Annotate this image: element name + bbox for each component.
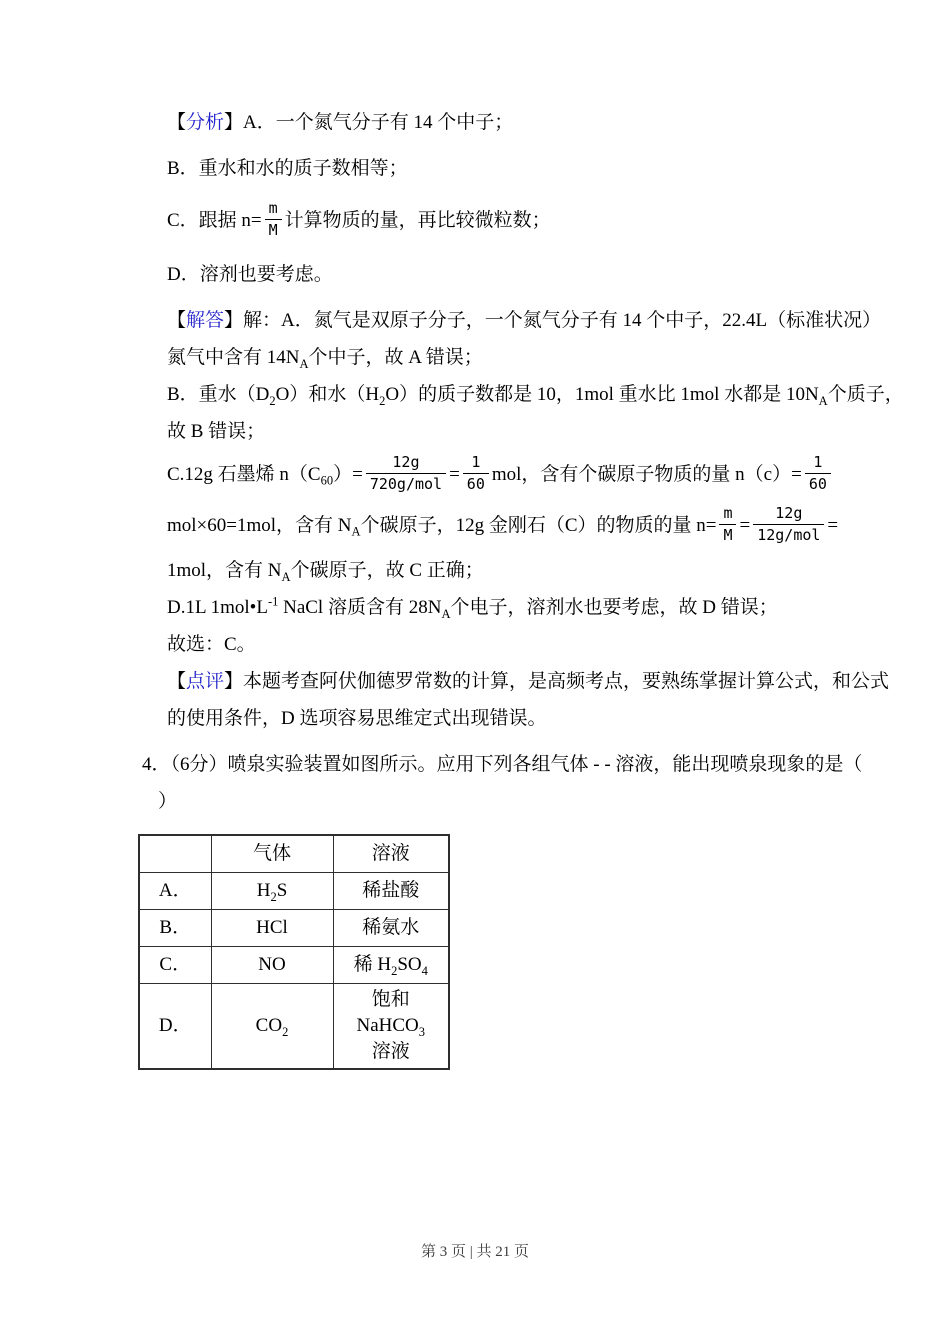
table-row-d [139,983,449,1069]
question-4-close-paren: ） [158,791,178,812]
comment-line-2: 的使用条件，D 选项容易思维定式出现错误。 [167,708,547,729]
solution-line-7: 1mol，含有 $N_A$个碳原子，故 C 正确； [167,560,484,584]
table-row-a [139,872,449,909]
table-cell-gas: HCl [211,909,333,946]
table-cell-option: D． [139,983,211,1069]
question-4-text: 4．（6分）喷泉实验装置如图所示。应用下列各组气体 - - 溶液，能出现喷泉现象的是（ [142,754,863,775]
table-cell-option: C． [139,946,211,983]
solution-line-3: B．重水$(D_2O)$和水$(H_2O)$的质子数都是 10，1mol 重水比 1mol 水都是 $10N_A$个质子， [167,384,904,408]
table-row-c [139,946,449,983]
solution-line-1: 【解答】解：A．氮气是双原子分子，一个氮气分子有 14 个中子，22.4L（标准状况） [167,310,882,331]
document-body [142,104,904,1070]
table-row-b [139,909,449,946]
options-table [138,834,450,1070]
comment-line-1: 【点评】本题考查阿伏伽德罗常数的计算，是高频考点，要熟练掌握计算公式，和公式 [167,671,890,692]
table-cell-solution: 饱和 NaHCO$_3$ 溶液 [333,983,449,1069]
solution-line-5: C.12g 石墨烯 $n(C_{60})=$ $\frac{12g}{\text{720g/mol}}$ = $\frac{1}{60}$ mol，含有个碳原子物质的量 n（c）= $\frac{1}{60}$ [167,450,827,501]
analysis-line-c: C．跟据 n= $\frac{m}{M}$ 计算物质的量，再比较微粒数； [167,199,551,239]
solution-line-2: 氮气中含有 $14N_A$个中子，故 A 错误； [167,347,483,371]
table-header-blank [139,835,211,872]
analysis-line-a: 【分析】A．一个氮气分子有 14 个中子； [167,112,514,133]
table-cell-solution: 稀 $H_2SO_4$ [333,946,449,983]
table-cell-gas: $CO_2$ [211,983,333,1069]
solution-line-9: 故选：C。 [167,634,256,655]
table-cell-gas: NO [211,946,333,983]
question-4 [142,746,863,1070]
table-cell-option: A． [139,872,211,909]
table-header-gas: 气体 [211,835,333,872]
table-cell-solution: 稀盐酸 [333,872,449,909]
page-footer: 第 3 页 | 共 21 页 [420,1244,529,1260]
solution-line-8: D.1L $1mol•L^{-1}$ NaCl 溶质含有 $28N_A$个电子，溶剂水也要考虑，故 D 错误； [167,594,778,621]
analysis-line-d: D．溶剂也要考虑。 [167,264,333,285]
solution-line-4: 故 B 错误； [167,421,266,442]
table-cell-option: B． [139,909,211,946]
table-header-row [139,835,449,872]
table-cell-solution: 稀氨水 [333,909,449,946]
analysis-line-b: B．重水和水的质子数相等； [167,158,408,179]
table-cell-gas: $H_2S$ [211,872,333,909]
solution-line-6: mol×60=1mol，含有 $N_A$个碳原子，12g 金刚石（C）的物质的量 n= $\frac{m}{M}$ = $\frac{12g}{\text{12g/mol}}$ = [167,504,839,544]
table-header-solution: 溶液 [333,835,449,872]
